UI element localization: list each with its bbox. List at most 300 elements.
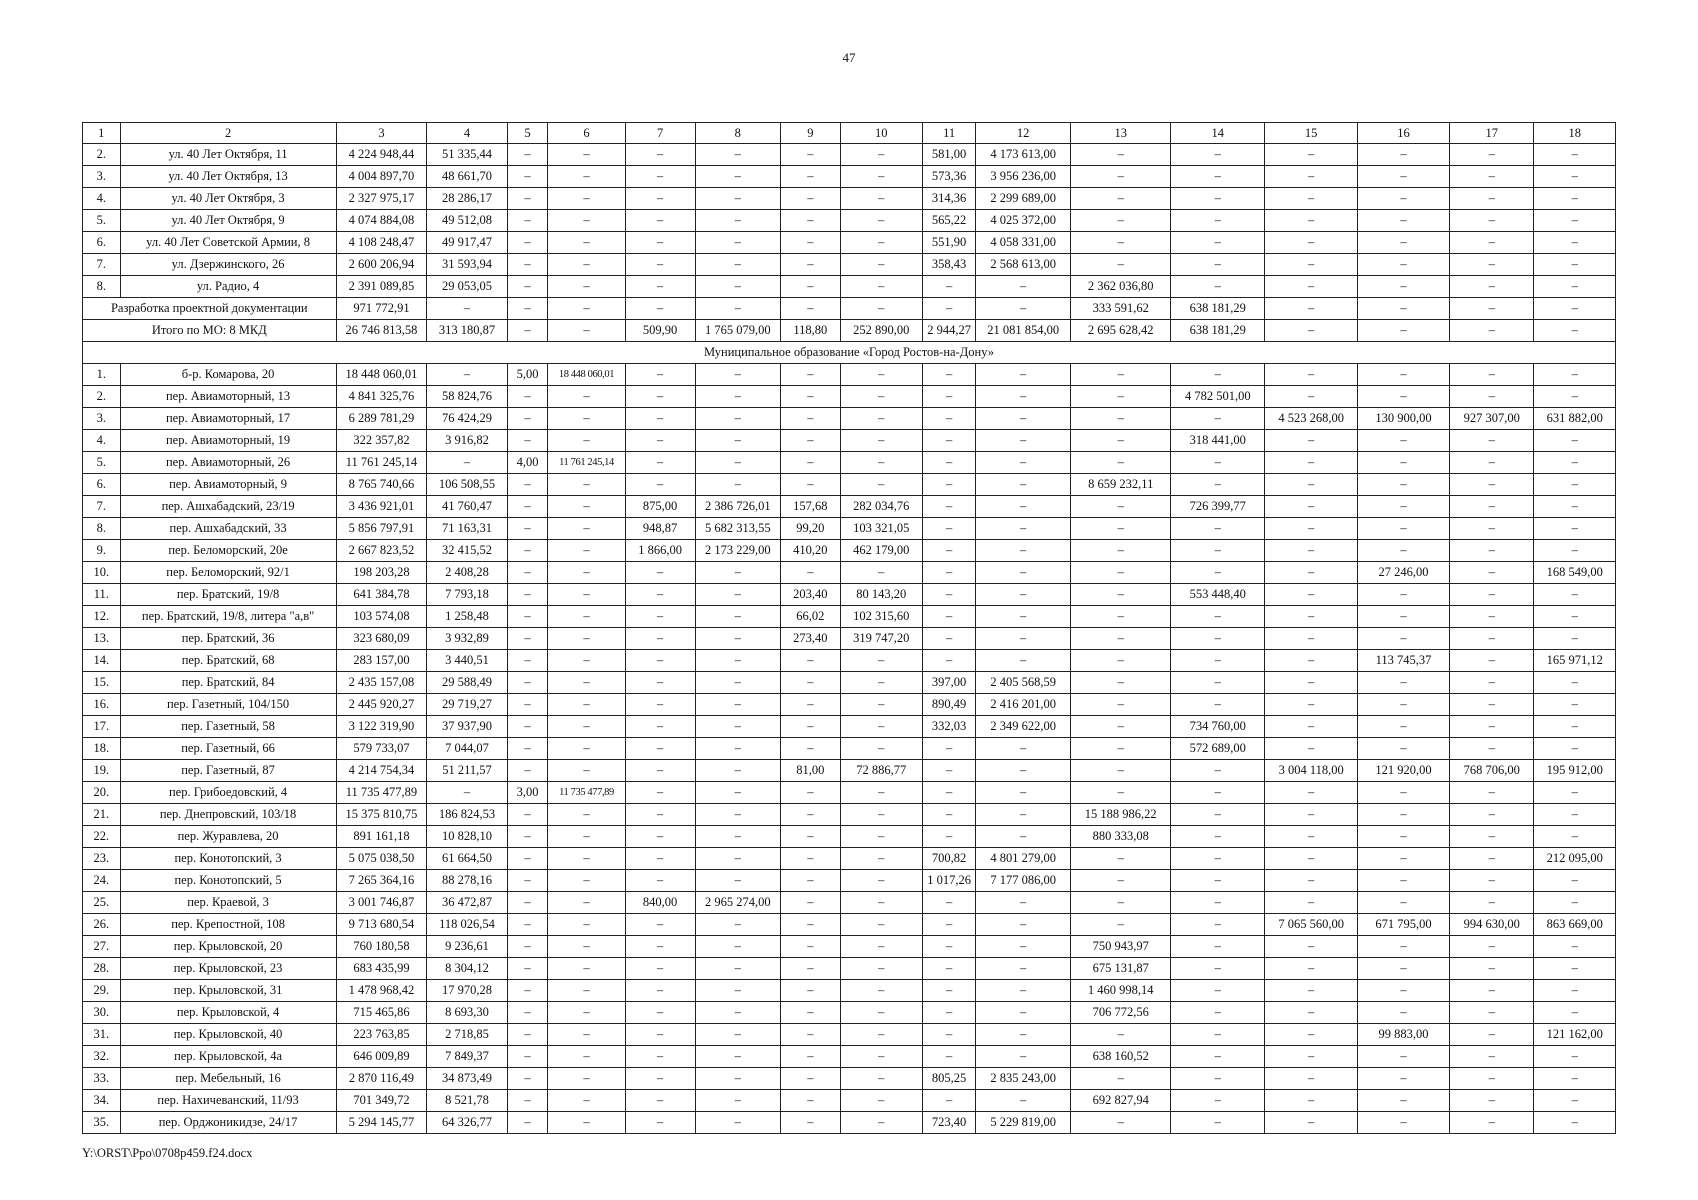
table-cell: 3.: [83, 166, 121, 188]
table-cell: пер. Братский, 68: [120, 650, 336, 672]
table-cell: –: [1265, 892, 1358, 914]
table-cell: –: [548, 760, 625, 782]
table-cell: –: [1265, 562, 1358, 584]
table-cell: –: [781, 870, 840, 892]
table-cell: –: [695, 760, 781, 782]
table-cell: –: [507, 1002, 548, 1024]
table-cell: –: [1449, 364, 1534, 386]
table-cell: –: [1071, 144, 1171, 166]
table-cell: –: [1071, 892, 1171, 914]
table-cell: 29 053,05: [427, 276, 507, 298]
table-cell: –: [548, 386, 625, 408]
table-cell: –: [1265, 584, 1358, 606]
table-cell: ул. Дзержинского, 26: [120, 254, 336, 276]
table-cell: ул. 40 Лет Октября, 3: [120, 188, 336, 210]
table-cell: 7 044,07: [427, 738, 507, 760]
table-cell: –: [548, 936, 625, 958]
table-cell: –: [781, 694, 840, 716]
table-cell: 35.: [83, 1112, 121, 1134]
table-cell: –: [1265, 1024, 1358, 1046]
table-cell: 509,90: [625, 320, 695, 342]
table-cell: пер. Братский, 84: [120, 672, 336, 694]
table-cell: –: [1358, 386, 1450, 408]
table-cell: 18: [1534, 123, 1616, 144]
table-cell: –: [625, 144, 695, 166]
table-cell: –: [1358, 782, 1450, 804]
table-cell: –: [1265, 386, 1358, 408]
table-cell: 891 161,18: [336, 826, 427, 848]
table-row: [83, 210, 1616, 232]
table-cell: –: [507, 826, 548, 848]
table-cell: –: [507, 210, 548, 232]
table-cell: –: [1265, 1046, 1358, 1068]
table-cell: –: [976, 936, 1071, 958]
table-cell: –: [1449, 826, 1534, 848]
table-cell: –: [625, 650, 695, 672]
table-cell: –: [1534, 474, 1616, 496]
table-cell: пер. Газетный, 104/150: [120, 694, 336, 716]
table-cell: –: [507, 540, 548, 562]
table-row: [83, 1046, 1616, 1068]
table-cell: –: [1449, 1002, 1534, 1024]
table-cell: –: [1534, 540, 1616, 562]
table-cell: 3 004 118,00: [1265, 760, 1358, 782]
table-cell: –: [625, 1046, 695, 1068]
table-cell: –: [1265, 628, 1358, 650]
table-cell: –: [976, 474, 1071, 496]
table-cell: пер. Журавлева, 20: [120, 826, 336, 848]
table-cell: 99 883,00: [1358, 1024, 1450, 1046]
table-cell: –: [625, 672, 695, 694]
table-cell: –: [1358, 606, 1450, 628]
table-cell: 61 664,50: [427, 848, 507, 870]
table-cell: 26.: [83, 914, 121, 936]
table-cell: –: [695, 232, 781, 254]
table-cell: –: [1534, 892, 1616, 914]
table-row: [83, 430, 1616, 452]
table-cell: –: [1265, 606, 1358, 628]
table-cell: –: [976, 1090, 1071, 1112]
table-cell: –: [1265, 1002, 1358, 1024]
table-cell: –: [1071, 628, 1171, 650]
table-cell: –: [976, 540, 1071, 562]
table-cell: –: [1265, 518, 1358, 540]
table-cell: 3.: [83, 408, 121, 430]
table-cell: –: [1358, 804, 1450, 826]
table-cell: –: [1358, 320, 1450, 342]
table-cell: –: [507, 584, 548, 606]
table-cell: –: [695, 408, 781, 430]
table-cell: –: [548, 320, 625, 342]
table-row: [83, 452, 1616, 474]
table-cell: –: [840, 474, 922, 496]
table-cell: –: [695, 694, 781, 716]
table-row: [83, 826, 1616, 848]
table-cell: 58 824,76: [427, 386, 507, 408]
table-cell: –: [1265, 298, 1358, 320]
table-cell: –: [1358, 936, 1450, 958]
table-cell: –: [922, 760, 975, 782]
table-cell: –: [781, 144, 840, 166]
table-cell: 726 399,77: [1171, 496, 1265, 518]
table-cell: –: [695, 210, 781, 232]
table-cell: 157,68: [781, 496, 840, 518]
table-cell: 4 058 331,00: [976, 232, 1071, 254]
table-cell: 323 680,09: [336, 628, 427, 650]
table-cell: 8 521,78: [427, 1090, 507, 1112]
table-cell: –: [1449, 606, 1534, 628]
table-cell: 36 472,87: [427, 892, 507, 914]
table-cell: –: [1171, 1024, 1265, 1046]
table-cell: 3 436 921,01: [336, 496, 427, 518]
table-cell: –: [507, 738, 548, 760]
capital-repair-table: [82, 122, 1616, 1134]
table-cell: –: [840, 298, 922, 320]
table-row: [83, 782, 1616, 804]
table-cell: –: [781, 782, 840, 804]
table-cell: 2 835 243,00: [976, 1068, 1071, 1090]
table-cell: –: [922, 980, 975, 1002]
table-cell: пер. Братский, 19/8: [120, 584, 336, 606]
table-cell: –: [781, 848, 840, 870]
table-cell: –: [840, 1046, 922, 1068]
table-cell: –: [1265, 848, 1358, 870]
table-cell: –: [548, 826, 625, 848]
table-cell: 573,36: [922, 166, 975, 188]
table-cell: –: [922, 540, 975, 562]
table-cell: –: [976, 276, 1071, 298]
table-cell: –: [1171, 848, 1265, 870]
table-cell: 11 735 477,89: [548, 782, 625, 804]
table-cell: 2.: [83, 144, 121, 166]
table-cell: –: [507, 562, 548, 584]
table-cell: 6.: [83, 232, 121, 254]
table-cell: пер. Ашхабадский, 23/19: [120, 496, 336, 518]
table-cell: –: [507, 144, 548, 166]
table-cell: –: [781, 474, 840, 496]
table-cell: –: [548, 496, 625, 518]
table-cell: 5,00: [507, 364, 548, 386]
table-row: [83, 848, 1616, 870]
table-cell: 2 718,85: [427, 1024, 507, 1046]
table-cell: –: [548, 232, 625, 254]
table-cell: 15.: [83, 672, 121, 694]
table-cell: 15 375 810,75: [336, 804, 427, 826]
table-cell: –: [1071, 672, 1171, 694]
table-cell: 1 460 998,14: [1071, 980, 1171, 1002]
table-cell: –: [1265, 144, 1358, 166]
table-row: [83, 1024, 1616, 1046]
table-cell: 734 760,00: [1171, 716, 1265, 738]
table-cell: –: [1449, 650, 1534, 672]
table-cell: –: [1534, 870, 1616, 892]
table-cell: 948,87: [625, 518, 695, 540]
table-cell: –: [507, 232, 548, 254]
table-cell: –: [976, 738, 1071, 760]
table-cell: 2: [120, 123, 336, 144]
table-cell: 15 188 986,22: [1071, 804, 1171, 826]
table-cell: –: [1358, 166, 1450, 188]
table-cell: 19.: [83, 760, 121, 782]
table-cell: –: [781, 562, 840, 584]
table-cell: –: [840, 980, 922, 1002]
table-cell: 1 866,00: [625, 540, 695, 562]
table-cell: –: [1449, 144, 1534, 166]
table-cell: 4 224 948,44: [336, 144, 427, 166]
table-cell: –: [1071, 210, 1171, 232]
table-cell: б-р. Комарова, 20: [120, 364, 336, 386]
table-cell: –: [1171, 144, 1265, 166]
table-cell: –: [695, 386, 781, 408]
table-cell: –: [625, 254, 695, 276]
table-row: [83, 408, 1616, 430]
table-cell: –: [548, 254, 625, 276]
table-row: [83, 166, 1616, 188]
table-cell: –: [548, 430, 625, 452]
table-cell: –: [625, 474, 695, 496]
table-cell: –: [781, 804, 840, 826]
table-cell: 3 122 319,90: [336, 716, 427, 738]
table-cell: пер. Авиамоторный, 9: [120, 474, 336, 496]
table-cell: 706 772,56: [1071, 1002, 1171, 1024]
table-cell: –: [976, 782, 1071, 804]
table-cell: –: [1358, 364, 1450, 386]
table-cell: –: [695, 650, 781, 672]
table-cell: –: [1449, 562, 1534, 584]
table-cell: –: [1534, 628, 1616, 650]
table-cell: –: [922, 496, 975, 518]
table-cell: 88 278,16: [427, 870, 507, 892]
table-cell: –: [625, 606, 695, 628]
table-row: [83, 188, 1616, 210]
table-cell: 805,25: [922, 1068, 975, 1090]
table-cell: –: [1171, 232, 1265, 254]
table-cell: –: [1265, 650, 1358, 672]
table-cell: –: [922, 650, 975, 672]
table-cell: –: [1265, 672, 1358, 694]
table-cell: –: [781, 386, 840, 408]
table-cell: –: [1534, 804, 1616, 826]
table-cell: 9.: [83, 540, 121, 562]
table-cell: –: [781, 1068, 840, 1090]
table-cell: 641 384,78: [336, 584, 427, 606]
table-cell: –: [781, 408, 840, 430]
table-cell: –: [922, 826, 975, 848]
table-cell: –: [1534, 210, 1616, 232]
table-cell: –: [507, 408, 548, 430]
page-number: 47: [842, 50, 856, 65]
table-cell: –: [1449, 738, 1534, 760]
table-cell: –: [1449, 958, 1534, 980]
table-cell: 683 435,99: [336, 958, 427, 980]
table-cell: –: [695, 474, 781, 496]
table-cell: –: [548, 276, 625, 298]
table-cell: –: [976, 606, 1071, 628]
table-cell: –: [1358, 540, 1450, 562]
table-cell: –: [1071, 386, 1171, 408]
table-cell: –: [922, 782, 975, 804]
table-cell: –: [1534, 232, 1616, 254]
table-cell: –: [976, 892, 1071, 914]
table-row: [83, 606, 1616, 628]
table-cell: 11 761 245,14: [336, 452, 427, 474]
table-cell: 4 782 501,00: [1171, 386, 1265, 408]
table-cell: –: [922, 386, 975, 408]
table-cell: пер. Авиамоторный, 13: [120, 386, 336, 408]
table-cell: 863 669,00: [1534, 914, 1616, 936]
table-cell: 2.: [83, 386, 121, 408]
table-cell: –: [507, 1046, 548, 1068]
table-cell: –: [1534, 958, 1616, 980]
table-cell: 646 009,89: [336, 1046, 427, 1068]
table-cell: –: [625, 452, 695, 474]
table-cell: –: [1265, 496, 1358, 518]
table-cell: –: [840, 452, 922, 474]
table-cell: –: [1358, 144, 1450, 166]
table-cell: –: [1171, 870, 1265, 892]
table-cell: 4.: [83, 188, 121, 210]
table-cell: –: [922, 408, 975, 430]
table-cell: 8.: [83, 276, 121, 298]
table-cell: 165 971,12: [1534, 650, 1616, 672]
table-cell: –: [548, 1046, 625, 1068]
table-cell: –: [1071, 254, 1171, 276]
table-cell: –: [922, 430, 975, 452]
table-row: [83, 694, 1616, 716]
table-cell: 64 326,77: [427, 1112, 507, 1134]
table-cell: –: [695, 848, 781, 870]
table-cell: –: [1449, 1024, 1534, 1046]
table-cell: 99,20: [781, 518, 840, 540]
table-cell: –: [1171, 562, 1265, 584]
table-cell: –: [695, 804, 781, 826]
table-cell: 760 180,58: [336, 936, 427, 958]
table-cell: 8 304,12: [427, 958, 507, 980]
table-cell: –: [840, 210, 922, 232]
table-cell: –: [1171, 474, 1265, 496]
table-cell: 24.: [83, 870, 121, 892]
table-cell: –: [1265, 364, 1358, 386]
table-cell: –: [625, 364, 695, 386]
table-cell: –: [840, 716, 922, 738]
table-cell: –: [507, 650, 548, 672]
table-cell: 7: [625, 123, 695, 144]
table-cell: 17: [1449, 123, 1534, 144]
table-cell: пер. Крыловской, 20: [120, 936, 336, 958]
table-cell: –: [1358, 452, 1450, 474]
table-cell: –: [1071, 738, 1171, 760]
table-cell: пер. Беломорский, 92/1: [120, 562, 336, 584]
table-row: [83, 1090, 1616, 1112]
table-cell: пер. Газетный, 87: [120, 760, 336, 782]
table-cell: –: [1071, 364, 1171, 386]
table-cell: –: [625, 188, 695, 210]
table-cell: 80 143,20: [840, 584, 922, 606]
table-cell: 5 294 145,77: [336, 1112, 427, 1134]
table-cell: –: [1265, 232, 1358, 254]
table-cell: –: [507, 606, 548, 628]
table-cell: 41 760,47: [427, 496, 507, 518]
table-cell: –: [1171, 980, 1265, 1002]
table-cell: 76 424,29: [427, 408, 507, 430]
table-cell: 72 886,77: [840, 760, 922, 782]
table-cell: –: [976, 914, 1071, 936]
table-cell: 273,40: [781, 628, 840, 650]
table-row: [83, 232, 1616, 254]
table-cell: ул. 40 Лет Советской Армии, 8: [120, 232, 336, 254]
table-cell: 8 765 740,66: [336, 474, 427, 496]
table-cell: –: [507, 804, 548, 826]
table-cell: 37 937,90: [427, 716, 507, 738]
table-cell: –: [507, 672, 548, 694]
table-cell: –: [625, 628, 695, 650]
table-cell: 6 289 781,29: [336, 408, 427, 430]
table-cell: –: [507, 276, 548, 298]
table-cell: –: [695, 738, 781, 760]
table-body: [83, 123, 1616, 1134]
table-row: [83, 518, 1616, 540]
table-cell: 890,49: [922, 694, 975, 716]
table-cell: –: [1171, 166, 1265, 188]
table-cell: –: [507, 188, 548, 210]
table-cell: 322 357,82: [336, 430, 427, 452]
table-cell: –: [1534, 980, 1616, 1002]
table-cell: –: [1071, 782, 1171, 804]
table-cell: 2 349 622,00: [976, 716, 1071, 738]
table-cell: 723,40: [922, 1112, 975, 1134]
table-row: [83, 672, 1616, 694]
table-cell: 701 349,72: [336, 1090, 427, 1112]
table-cell: 121 162,00: [1534, 1024, 1616, 1046]
table-cell: пер. Авиамоторный, 17: [120, 408, 336, 430]
table-cell: –: [695, 914, 781, 936]
table-cell: 34.: [83, 1090, 121, 1112]
table-cell: пер. Крыловской, 23: [120, 958, 336, 980]
table-cell: –: [1358, 892, 1450, 914]
table-cell: 20.: [83, 782, 121, 804]
table-cell: 631 882,00: [1534, 408, 1616, 430]
table-cell: –: [781, 254, 840, 276]
table-cell: 168 549,00: [1534, 562, 1616, 584]
table-cell: 106 508,55: [427, 474, 507, 496]
table-cell: 223 763,85: [336, 1024, 427, 1046]
table-cell: –: [922, 276, 975, 298]
table-cell: 462 179,00: [840, 540, 922, 562]
table-cell: 2 405 568,59: [976, 672, 1071, 694]
table-cell: –: [507, 430, 548, 452]
table-cell: 768 706,00: [1449, 760, 1534, 782]
table-cell: –: [1358, 1002, 1450, 1024]
table-cell: –: [625, 298, 695, 320]
table-cell: пер. Мебельный, 16: [120, 1068, 336, 1090]
table-cell: –: [548, 474, 625, 496]
table-cell: –: [695, 716, 781, 738]
table-cell: –: [922, 892, 975, 914]
table-cell: Разработка проектной документации: [83, 298, 337, 320]
table-cell: –: [1171, 1090, 1265, 1112]
table-cell: 7 849,37: [427, 1046, 507, 1068]
table-cell: –: [840, 188, 922, 210]
table-cell: –: [922, 804, 975, 826]
table-cell: –: [695, 364, 781, 386]
table-cell: 5: [507, 123, 548, 144]
table-cell: 13: [1071, 123, 1171, 144]
table-cell: –: [695, 870, 781, 892]
table-cell: –: [922, 958, 975, 980]
table-cell: 13.: [83, 628, 121, 650]
table-cell: 671 795,00: [1358, 914, 1450, 936]
table-row: [83, 892, 1616, 914]
